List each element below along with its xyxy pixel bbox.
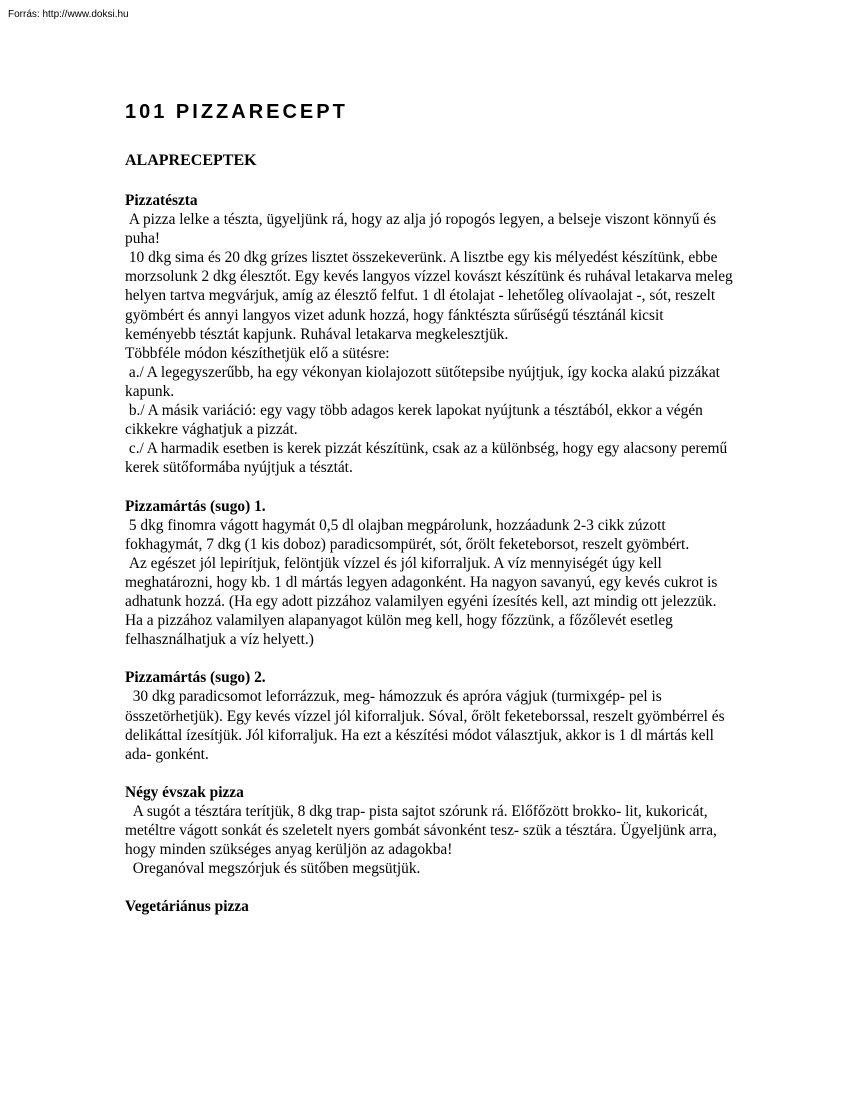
recipe-paragraph: 10 dkg sima és 20 dkg grízes lisztet összekeverünk. A lisztbe egy kis mélyedést készítünk, ebbe morzsolunk 2 dkg élesztőt. Egy kevés langyos vízzel kovászt készítünk és ruhával letakarva meleg helyen tartva megvárjuk, amíg az élesztő felfut. 1 dl étolajat - lehetőleg olívaolajat -, sót, reszelt gyömbért és annyi langyos vizet adunk hozzá, hogy fánktészta sűrűségű tésztánál kicsit keményebb tésztát kapjunk. Ruhával letakarva megkelesztjük. — [125, 249, 737, 343]
recipe-paragraph: Oreganóval megszórjuk és sütőben megsütjük. — [125, 860, 421, 878]
recipe-paragraph: A sugót a tésztára terítjük, 8 dkg trap- pista sajtot szórunk rá. Előfőzött brokko- lit, kukoricát, metéltre vágott sonkát és szeletelt nyers gombát sávonként tesz- szük a tésztára. Ügyeljünk arra, hogy minden szükséges anyag kerüljön az adagokba! — [125, 803, 721, 859]
recipe-heading: Pizzamártás (sugo) 2. — [125, 669, 266, 687]
page-title: 101 PIZZARECEPT — [125, 101, 348, 123]
recipe-paragraph: a./ A legegyszerűbb, ha egy vékonyan kiolajozott sütőtepsibe nyújtjuk, így kocka alakú pizzákat kapunk. — [125, 363, 724, 400]
recipe-negy-evszak-pizza — [125, 783, 735, 878]
section-heading: ALAPRECEPTEK — [125, 152, 257, 169]
recipe-heading: Négy évszak pizza — [125, 783, 244, 801]
recipe-list — [125, 191, 735, 936]
recipe-heading: Pizzatészta — [125, 192, 198, 209]
recipe-paragraph: Az egészet jól lepirítjuk, felöntjük vízzel és jól kiforraljuk. A víz mennyiségét úgy kell meghatározni, hogy kb. 1 dl mártás legyen adagonként. Ha nagyon savanyú, egy kevés cukrot is adhatunk hozzá. (Ha egy adott pizzához valamilyen egyéni ízesítés kell, azt mindig ott jelezzük. Ha a pizzához valamilyen alapanyagot külön meg kell, hogy főzzünk, a főzőlevét esetleg felhasználhatjuk a víz helyett.) — [125, 554, 722, 649]
recipe-paragraph: b./ A másik variáció: egy vagy több adagos kerek lapokat nyújtunk a tésztából, ekkor a végén cikkekre vághatjuk a pizzát. — [125, 402, 707, 439]
recipe-heading: Pizzamártás (sugo) 1. — [125, 497, 266, 515]
recipe-paragraph: 5 dkg finomra vágott hagymát 0,5 dl olajban megpárolunk, hozzáadunk 2-3 cikk zúzott fokhagymát, 7 dkg (1 kis doboz) paradicsompürét, sót, őrölt feketeborsot, reszelt gyömbért. — [125, 516, 690, 553]
source-line: Forrás: http://www.doksi.hu — [8, 9, 129, 20]
recipe-pizzateszta — [125, 191, 735, 477]
recipe-paragraph: Többféle módon készíthetjük elő a sütésre: — [125, 344, 390, 362]
recipe-paragraph: A pizza lelke a tészta, ügyeljünk rá, hogy az alja jó ropogós legyen, a belseje viszont könnyű és puha! — [125, 211, 720, 248]
recipe-paragraph: c./ A harmadik esetben is kerek pizzát készítünk, csak az a különbség, hogy egy alacsony peremű kerek sütőformába nyújtjuk a tésztát. — [125, 440, 732, 477]
recipe-pizzamartas-1 — [125, 497, 735, 650]
recipe-paragraph: 30 dkg paradicsomot leforrázzuk, meg- hámozzuk és apróra vágjuk (turmixgép- pel is összetörhetjük). Egy kevés vízzel jól kiforraljuk. Sóval, őrölt feketeborssal, reszelt gyömbérrel és delikáttal ízesítjük. Jól kiforraljuk. Ha ezt a készítési módot választjuk, akkor is 1 dl mártás kell ada- gonként. — [125, 688, 729, 763]
recipe-vegetarianus-pizza — [125, 897, 735, 916]
recipe-heading: Vegetáriánus pizza — [125, 898, 249, 916]
recipe-pizzamartas-2 — [125, 668, 735, 763]
